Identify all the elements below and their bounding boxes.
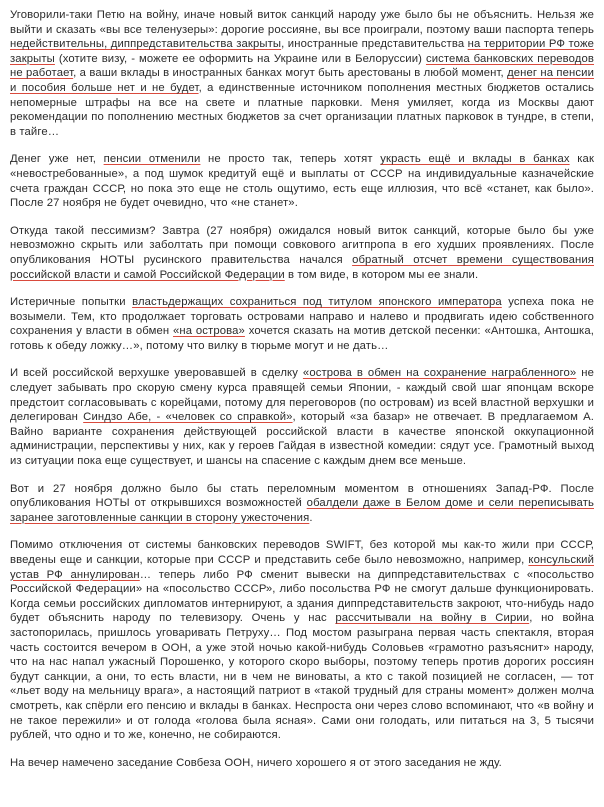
paragraph [10,538,594,742]
paragraph [10,482,594,526]
highlighted-text: на территории РФ тоже закрыты [10,38,595,65]
body-text: , иностранные представительства [281,38,468,51]
body-text: успеха пока не возымели. Тем, кто продолжает торговать островами направо и налево и продвигать идею собственного сохранения у власти в обмен [10,296,594,338]
body-text: не просто так, теперь хотят [200,153,381,166]
body-text: Истеричные попытки [10,296,133,309]
body-text: Откуда такой пессимизм? Завтра (27 ноября) ожидался новый виток санкций, которые было бы уже невозможно скрыть или заболтать при помощи совкового агитпропа в его худших проявлениях. После опубликования НОТЫ русинского правительства начался [10,224,594,266]
highlighted-text: обалдели даже в Белом доме и сели переписывать заранее заготовленные санкции в сторону ужесточения [10,497,594,524]
body-text: . [309,511,313,524]
body-text: Помимо отключения от системы банковских переводов SWIFT, без которой мы как-то жили при СССР, введены еще и санкции, которые при СССР и представить себе было невозможно, например, [10,539,594,566]
body-text: , а единственные источником пополнения местных бюджетов остались непомерные штрафы на все на свете и платные парковки. Меня умиляет, когда из Москвы дают рекомендации по пополнению местных бюджетов за счет организации платных парковок в тундре, в степи, в тайге… [10,81,594,138]
paragraph [10,224,594,282]
highlighted-text: недействительны, диппредставительства закрыты [10,38,282,51]
highlighted-text: украсть ещё и вклады в банках [380,153,570,166]
highlighted-text: пенсии отменили [103,153,201,166]
highlighted-text: денег на пенсии и пособия больше нет и не будет [10,67,595,94]
highlighted-text: система банковских переводов не работает [10,52,594,80]
paragraph [10,295,594,353]
paragraph [10,8,594,139]
body-text: Уговорили-таки Петю на войну, иначе новый виток санкций народу уже было бы не объяснить. Нельзя же выйти и сказать «вы все теленузеры»: дорогие россияне, вы все проиграли, поэтому ваши паспорта теперь [10,9,594,36]
body-text: , который «за базар» не отвечает. В предлагаемом А. Вайно варианте сохранения действующей российской власти в качестве японской оккупационной администрации, перспективы у них, как у героев Гайдая в известной комедии: сядут усе. Грамотный выход из ситуации пока еще существует, и шансы на спасение с каждым днем все меньше. [10,411,595,468]
body-text: , а ваши вклады в иностранных банках могут быть арестованы в любой момент, [73,67,508,80]
body-text: как «невостребованные», а под шумок кредитуй ещё и выплаты от СССР на индивидуальные казначейские счета граждан СССР, но пока это еще не столь ощутимо, есть еще иллюзия, что всё «станет, как было». После 27 ноября не будет очевидно, что «не станет». [10,153,594,210]
body-text: И всей российской верхушке уверовавшей в сделку [10,367,303,380]
highlighted-text: рассчитывали на войну в Сирии [335,612,530,625]
body-text: не следует забывать про скорую смену курса правящей семьи Японии, - каждый свой шаг японцам вскоре предстоит согласовывать с корейцами, потому для переговоров (по островам) из всей властной верхушки и делегирован [10,367,594,424]
highlighted-text: обратный отсчет времени существования российской власти и самой Российской Федерации [10,253,594,281]
body-text: , но война застопорилась, пришлось уговаривать Петруху… Под мостом разыграна первая часть спектакля, вторая часть состоится вечером в ООН, а уже этой ночью какой-нибудь Соловьев «грамотно разъяснит» народу, что на нас напал ужасный Порошенко, у которого скоро выборы, поэтому теперь против дорогих россиян будут санкции, а они, то есть власти, ни в чем не виноваты, а кто с такой позицией не согласен, — тот «льет воду на мельницу врага», а настоящий патриот в «такой трудный для страны момент» должен молча смотреть, как спёрли его пенсию и вклады в банках. Неспроста они через слово вспоминают, что «в войну и не такое пережили» и от голода «голова была ясная». Сами они голодать, или питаться на 3, 5 тысячи рублей, что одно и то же, конечно, не собираются. [10,612,594,742]
highlighted-text: Синдзо Абе, - «человек со справкой» [83,411,293,424]
paragraph [10,152,594,210]
paragraph [10,756,594,771]
paragraph [10,366,594,468]
body-text: хочется сказать на мотив детской песенки: «Антошка, Антошка, готовь к обеду ложку…», потому что вилку в тюрьме могут и не дать… [10,325,594,352]
body-text: Вот и 27 ноября должно было бы стать переломным моментом в отношениях Запад-РФ. После опубликования НОТЫ от открывшихся возможностей [10,482,594,510]
highlighted-text: консульский устав РФ аннулирован [10,554,594,581]
body-text: … теперь либо РФ сменит вывески на диппредставительствах с «посольство Российской Федерации» на «посольство СССР», либо посольства РФ не смогут дальше функционировать. Когда семьи российских дипломатов интернируют, а здания диппредставительств закроют, что-нибудь надо будет объяснить народу по телевизору. Очень у нас [10,568,595,625]
highlighted-text: «острова в обмен на сохранение награбленного» [302,367,577,380]
body-text: Денег уже нет, [10,153,104,166]
highlighted-text: «на острова» [172,325,245,338]
highlighted-text: властьдержащих сохраниться под титулом японского императора [132,296,502,309]
body-text: На вечер намечено заседание Совбеза ООН, ничего хорошего я от этого заседания не жду. [10,756,502,769]
body-text: в том виде, в котором мы ее знали. [284,268,479,281]
body-text: (хотите визу, - можете ее оформить на Украине или в Белоруссии) [54,52,426,65]
